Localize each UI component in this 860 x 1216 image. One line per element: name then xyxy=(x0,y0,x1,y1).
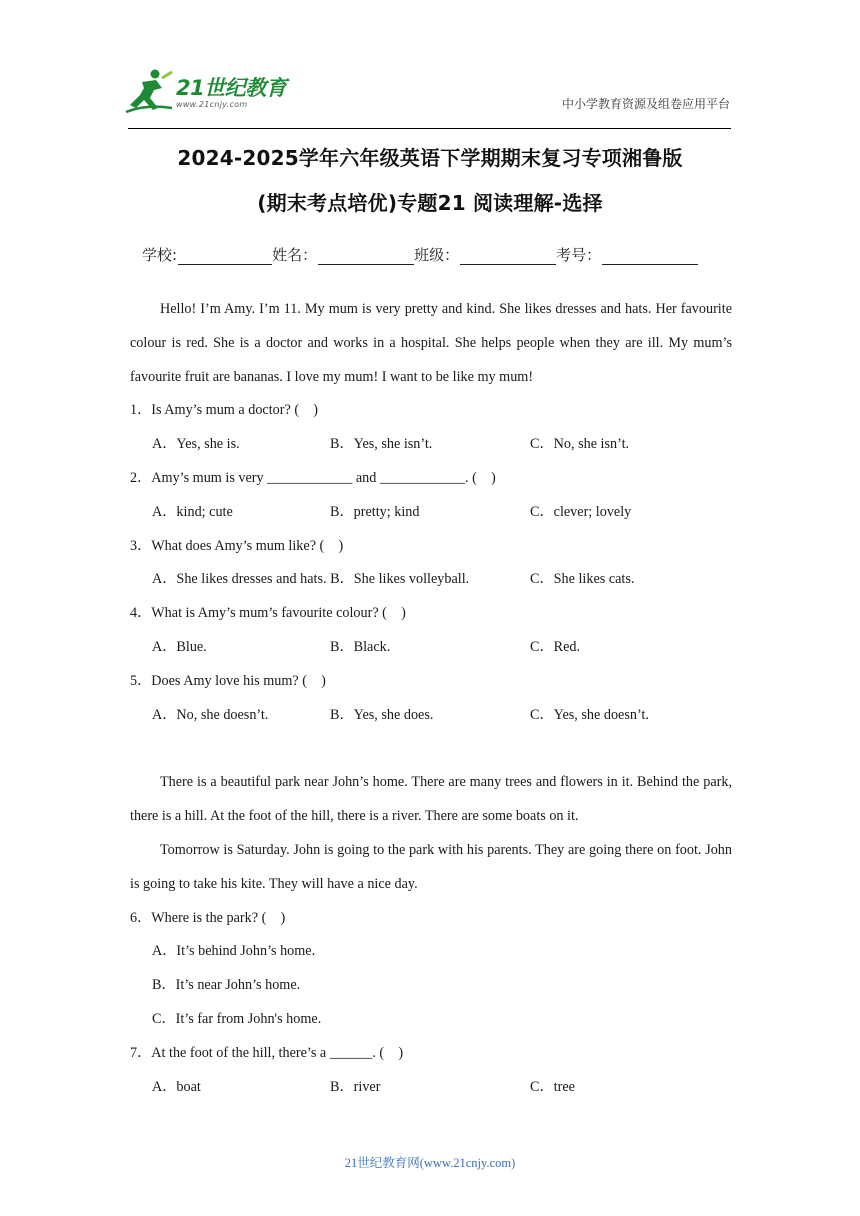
question-2-options xyxy=(130,496,732,530)
passage-1: Hello! I’m Amy. I’m 11. My mum is very pretty and kind. She likes dresses and hats. Her favourite colour is red. She is a doctor and works in a hospital. She helps people when they are ill. My mum’s favourite fruit are bananas. I love my mum! I want to be like my mum! xyxy=(130,301,732,385)
passage-2-paragraph-1: There is a beautiful park near John’s home. There are many trees and flowers in it. Behind the park, there is a hill. At the foot of the hill, there is a river. There are some boats on it. xyxy=(130,774,732,825)
page-title-line1: 2024-2025学年六年级英语下学期期末复习专项湘鲁版 xyxy=(177,146,683,170)
question-7-options xyxy=(130,1071,732,1105)
option-b[interactable]: B．Yes, she does. xyxy=(330,706,434,723)
name-blank[interactable] xyxy=(318,247,414,265)
question-3: 3．What does Amy’s mum like? ( ) xyxy=(130,537,344,554)
option-c[interactable]: C．Red. xyxy=(530,638,581,655)
question-1: 1．Is Amy’s mum a doctor? ( ) xyxy=(130,402,318,419)
option-c[interactable]: C．She likes cats. xyxy=(530,571,635,588)
question-4-options xyxy=(130,631,732,665)
exam-number-label: 考号： xyxy=(556,246,602,264)
option-a[interactable]: A．Yes, she is. xyxy=(152,436,240,453)
option-a[interactable]: A．Blue. xyxy=(152,638,207,655)
question-4: 4．What is Amy’s mum’s favourite colour? ( ) xyxy=(130,605,406,622)
question-1-options xyxy=(130,428,732,462)
page-title-line2: (期末考点培优)专题21 阅读理解-选择 xyxy=(257,191,603,215)
question-2: 2．Amy’s mum is very ____________ and ____________. ( ) xyxy=(130,469,496,486)
option-c[interactable]: C．tree xyxy=(530,1078,575,1095)
question-5: 5．Does Amy love his mum? ( ) xyxy=(130,672,326,689)
header-divider xyxy=(128,128,731,129)
exam-number-field[interactable] xyxy=(556,244,698,265)
option-c[interactable]: C．Yes, she doesn’t. xyxy=(530,706,649,723)
option-a[interactable]: A．kind; cute xyxy=(152,503,233,520)
question-3-options xyxy=(130,563,732,597)
option-c[interactable]: C．No, she isn’t. xyxy=(530,436,630,453)
option-a[interactable]: A．No, she doesn’t. xyxy=(152,706,269,723)
option-a[interactable]: A．It’s behind John’s home. xyxy=(152,943,316,960)
option-a-b[interactable]: A．She likes dresses and hats. B．She likes volleyball. xyxy=(152,571,470,588)
class-field[interactable] xyxy=(414,244,556,265)
option-b[interactable]: B．Black. xyxy=(330,638,391,655)
option-c[interactable]: C．It’s far from John's home. xyxy=(152,1010,322,1027)
platform-name: 中小学教育资源及组卷应用平台 xyxy=(561,97,730,111)
page-footer[interactable]: 21世纪教育网(www.21cnjy.com) xyxy=(344,1156,516,1170)
option-b[interactable]: B．river xyxy=(330,1078,381,1095)
student-info-row xyxy=(142,244,698,265)
option-b[interactable]: B．It’s near John’s home. xyxy=(152,977,301,994)
option-b[interactable]: B．Yes, she isn’t. xyxy=(330,436,433,453)
site-logo[interactable] xyxy=(124,68,294,116)
school-label: 学校: xyxy=(142,246,178,264)
question-7: 7．At the foot of the hill, there’s a ______. ( ) xyxy=(130,1044,404,1061)
school-blank[interactable] xyxy=(178,247,272,265)
logo-text: 21世纪教育 xyxy=(176,76,287,100)
option-c[interactable]: C．clever; lovely xyxy=(530,503,632,520)
school-field[interactable] xyxy=(142,244,272,265)
class-blank[interactable] xyxy=(460,247,556,265)
runner-logo-icon xyxy=(124,68,174,114)
class-label: 班级： xyxy=(414,246,460,264)
passage-2-paragraph-2: Tomorrow is Saturday. John is going to the park with his parents. They are going there on foot. John is going to take his kite. They will have a nice day. xyxy=(130,841,732,892)
option-a[interactable]: A．boat xyxy=(152,1078,201,1095)
section-spacer xyxy=(130,732,732,766)
exam-content xyxy=(130,293,732,1104)
option-b[interactable]: B．pretty; kind xyxy=(330,503,420,520)
question-6: 6．Where is the park? ( ) xyxy=(130,909,286,926)
name-label: 姓名： xyxy=(272,246,318,264)
page-header xyxy=(0,0,860,135)
exam-number-blank[interactable] xyxy=(602,247,698,265)
name-field[interactable] xyxy=(272,244,414,265)
question-5-options xyxy=(130,699,732,733)
logo-subtext: www.21cnjy.com xyxy=(176,100,248,109)
